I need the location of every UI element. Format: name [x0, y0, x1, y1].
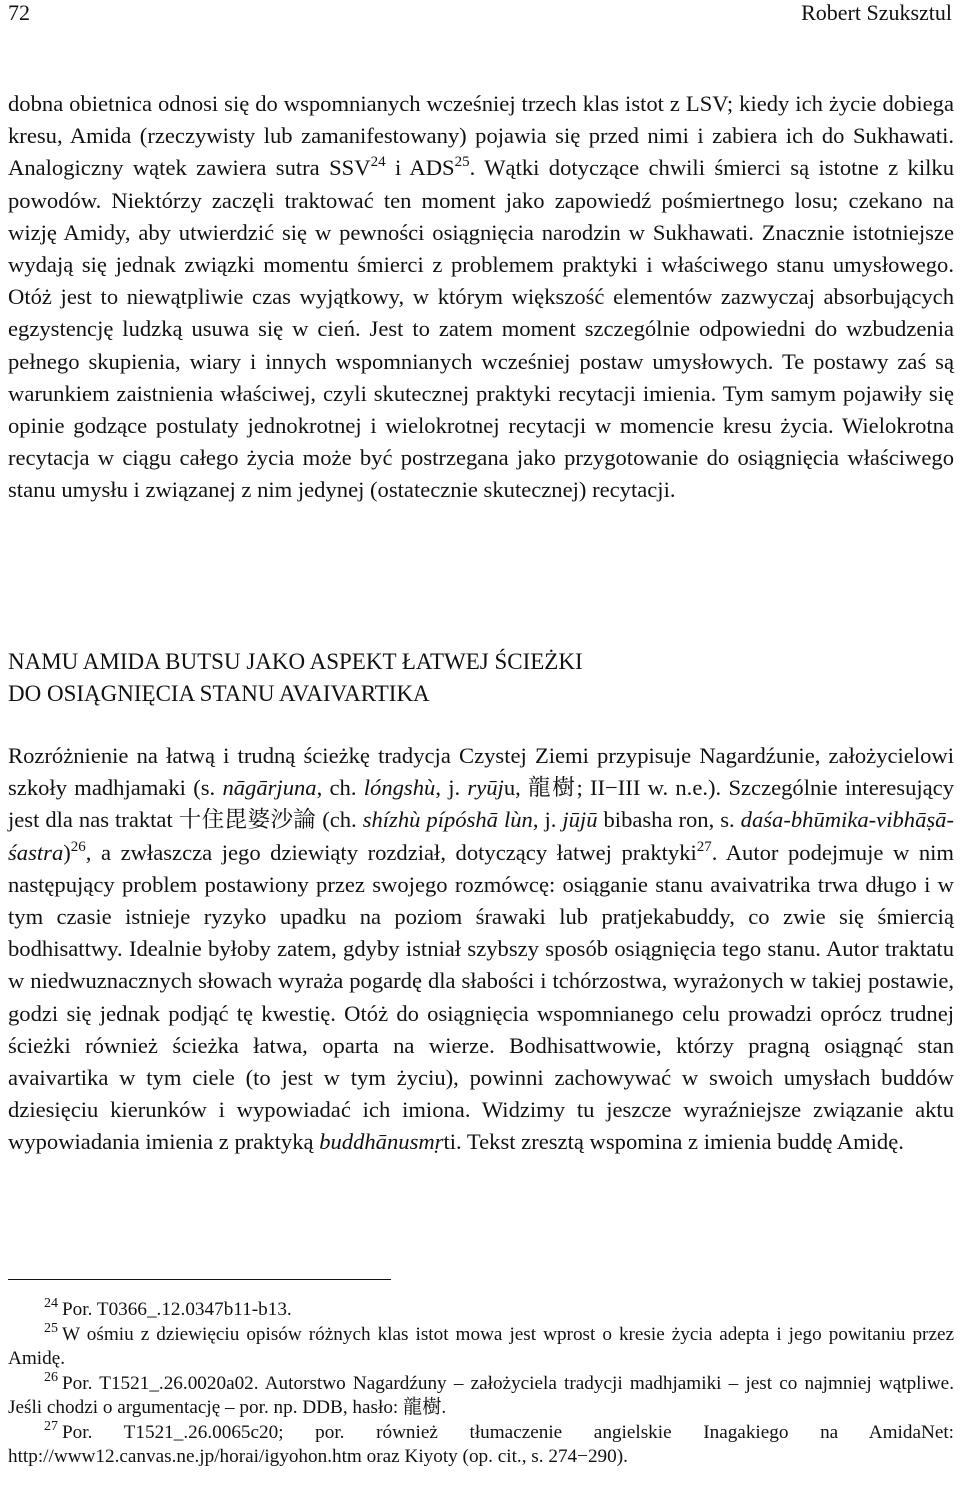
- body-paragraph-2: [8, 740, 954, 1159]
- text-run: ): [63, 839, 71, 865]
- italic-term: shízhù pípóshā lùn: [362, 807, 533, 833]
- footnote-number: 26: [44, 1369, 58, 1385]
- text-run: ti. Tekst zresztą wspomina z imienia buddę Amidę.: [443, 1129, 904, 1155]
- italic-term: ryūj: [467, 775, 504, 801]
- footnote-number: 25: [44, 1320, 58, 1336]
- section-heading-line-1: NAMU AMIDA BUTSU JAKO ASPEKT ŁATWEJ ŚCIEŻKI: [8, 649, 583, 674]
- footnote-separator: [8, 1279, 391, 1280]
- section-heading: [8, 646, 954, 710]
- footnote-text: Por. T1521_.26.0020a02. Autorstwo Nagardźuny – założyciela tradycji madhjamiki – jest co najmniej wątpliwe. Jeśli chodzi o argumentację – por. np. DDB, hasło: 龍樹.: [8, 1372, 954, 1418]
- text-run: , j.: [532, 807, 563, 833]
- section-heading-line-2: DO OSIĄGNIĘCIA STANU AVAIVARTIKA: [8, 681, 430, 706]
- footnote-text: Por. T1521_.26.0065c20; por. również tłumaczenie angielskie Inagakiego na AmidaNet: http://www12.canvas.ne.jp/horai/igyohon.htm oraz Kiyoty (op. cit., s. 274−290).: [8, 1421, 954, 1467]
- footnotes: [8, 1298, 954, 1470]
- footnote-text: Por. T0366_.12.0347b11-b13.: [62, 1299, 292, 1320]
- footnote-number: 27: [44, 1418, 58, 1434]
- page-number: 72: [8, 0, 30, 25]
- text-run: , j.: [435, 775, 468, 801]
- text-run: dobna obietnica odnosi się do wspomnianych wcześniej trzech klas istot z LSV; kiedy ich życie dobiega kresu, Amida (rzeczywisty lub zamanifestowany) pojawia się przed nimi i zabiera ich do Sukhawati. Analogiczny wątek zawiera sutra SSV: [8, 91, 954, 181]
- text-run: bibasha ron, s.: [597, 807, 741, 833]
- footnote-27: [8, 1418, 954, 1470]
- italic-term: lóngshù: [363, 775, 436, 801]
- text-run: i ADS: [385, 155, 455, 181]
- text-run: , ch.: [316, 775, 364, 801]
- running-header-author: Robert Szuksztul: [801, 0, 952, 25]
- text-run: , a zwłaszcza jego dziewiąty rozdział, dotyczący łatwej praktyki: [85, 839, 697, 865]
- text-run: . Wątki dotyczące chwili śmierci są istotne z kilku powodów. Niektórzy zaczęli traktować ten moment jako zapowiedź pośmiertnego losu; czekano na wizję Amidy, aby utwierdzić się w pewności osiągnięcia narodzin w Sukhawati. Znacznie istotniejsze wydają się jednak związki momentu śmierci z problemem praktyki i właściwego stanu umysłowego. Otóż jest to niewątpliwie czas wyjątkowy, w którym większość elementów zazwyczaj absorbujących egzystencję ludzką usuwa się w cień. Jest to zatem moment szczególnie odpowiedni do wzbudzenia pełnego skupienia, wiary i innych wspomnianych wcześniej postaw umysłowych. Te postawy zaś są warunkiem zaistnienia właściwej, czyli skutecznej praktyki recytacji imienia. Tym samym pojawiły się opinie godzące postulaty jednokrotnej i wielokrotnej recytacji w momencie kresu życia. Wielokrotna recytacja w ciągu całego życia może być postrzegana jako przygotowanie do osiągnięcia właściwego stanu umysłu i związanej z nim jedynej (ostatecznie skutecznej) recytacji.: [8, 155, 954, 503]
- footnote-25: [8, 1320, 954, 1372]
- footnote-ref-24[interactable]: 24: [370, 154, 386, 171]
- footnote-text: W ośmiu z dziewięciu opisów różnych klas istot mowa jest wprost o kresie życia adepta i jego powitaniu przez Amidę.: [8, 1323, 954, 1369]
- footnote-24: [8, 1298, 954, 1323]
- footnote-26: [8, 1369, 954, 1421]
- italic-term: jūjū: [562, 807, 598, 833]
- text-run: . Autor podejmuje w nim następujący problem postawiony przez swojego rozmówcę: osiąganie stanu avaivatrika trwa długo i w tym czasie istnieje ryzyko upadku na poziom śrawaki lub pratjekabuddy, co zwie się śmiercią bodhisattwy. Idealnie byłoby zatem, gdyby istniał szybszy sposób osiągnięcia tego stanu. Autor traktatu w niedwuznacznych słowach wyraża pogardę dla słabości i tchórzostwa, wyrażonych w takiej postawie, godzi się jednak podjąć tę kwestię. Otóż do osiągnięcia wspomnianego celu prowadzi oprócz trudnej ścieżki również ścieżka łatwa, oparta na wierze. Bodhisattwowie, którzy pragną osiągnąć stan avaivartika w tym ciele (to jest w tym życiu), powinni zachowywać w swoich umysłach buddów dziesięciu kierunków i wypowiadać ich imiona. Widzimy tu jeszcze wyraźniejsze związanie aktu wypowiadania imienia z praktyką: [8, 839, 954, 1155]
- italic-term: daśa-bhūmika-vibhāṣā-śastra: [8, 807, 954, 865]
- text-run: u, 龍樹; II−III w. n.e.). Szczególnie interesujący jest dla nas traktat 十住毘婆沙論 (ch.: [8, 775, 955, 833]
- footnote-number: 24: [44, 1296, 58, 1311]
- text-run: Rozróżnienie na łatwą i trudną ścieżkę tradycja Czystej Ziemi przypisuje Nagardźunie, założycielowi szkoły madhjamaki (s.: [8, 743, 954, 801]
- footnote-ref-27[interactable]: 27: [696, 838, 712, 855]
- body-paragraph-1: [8, 88, 954, 507]
- running-header: [8, 0, 952, 30]
- italic-term: buddhānusmṛ: [319, 1129, 444, 1155]
- italic-term: nāgārjuna: [222, 775, 317, 801]
- footnote-ref-26[interactable]: 26: [70, 838, 86, 855]
- footnote-ref-25[interactable]: 25: [454, 154, 470, 171]
